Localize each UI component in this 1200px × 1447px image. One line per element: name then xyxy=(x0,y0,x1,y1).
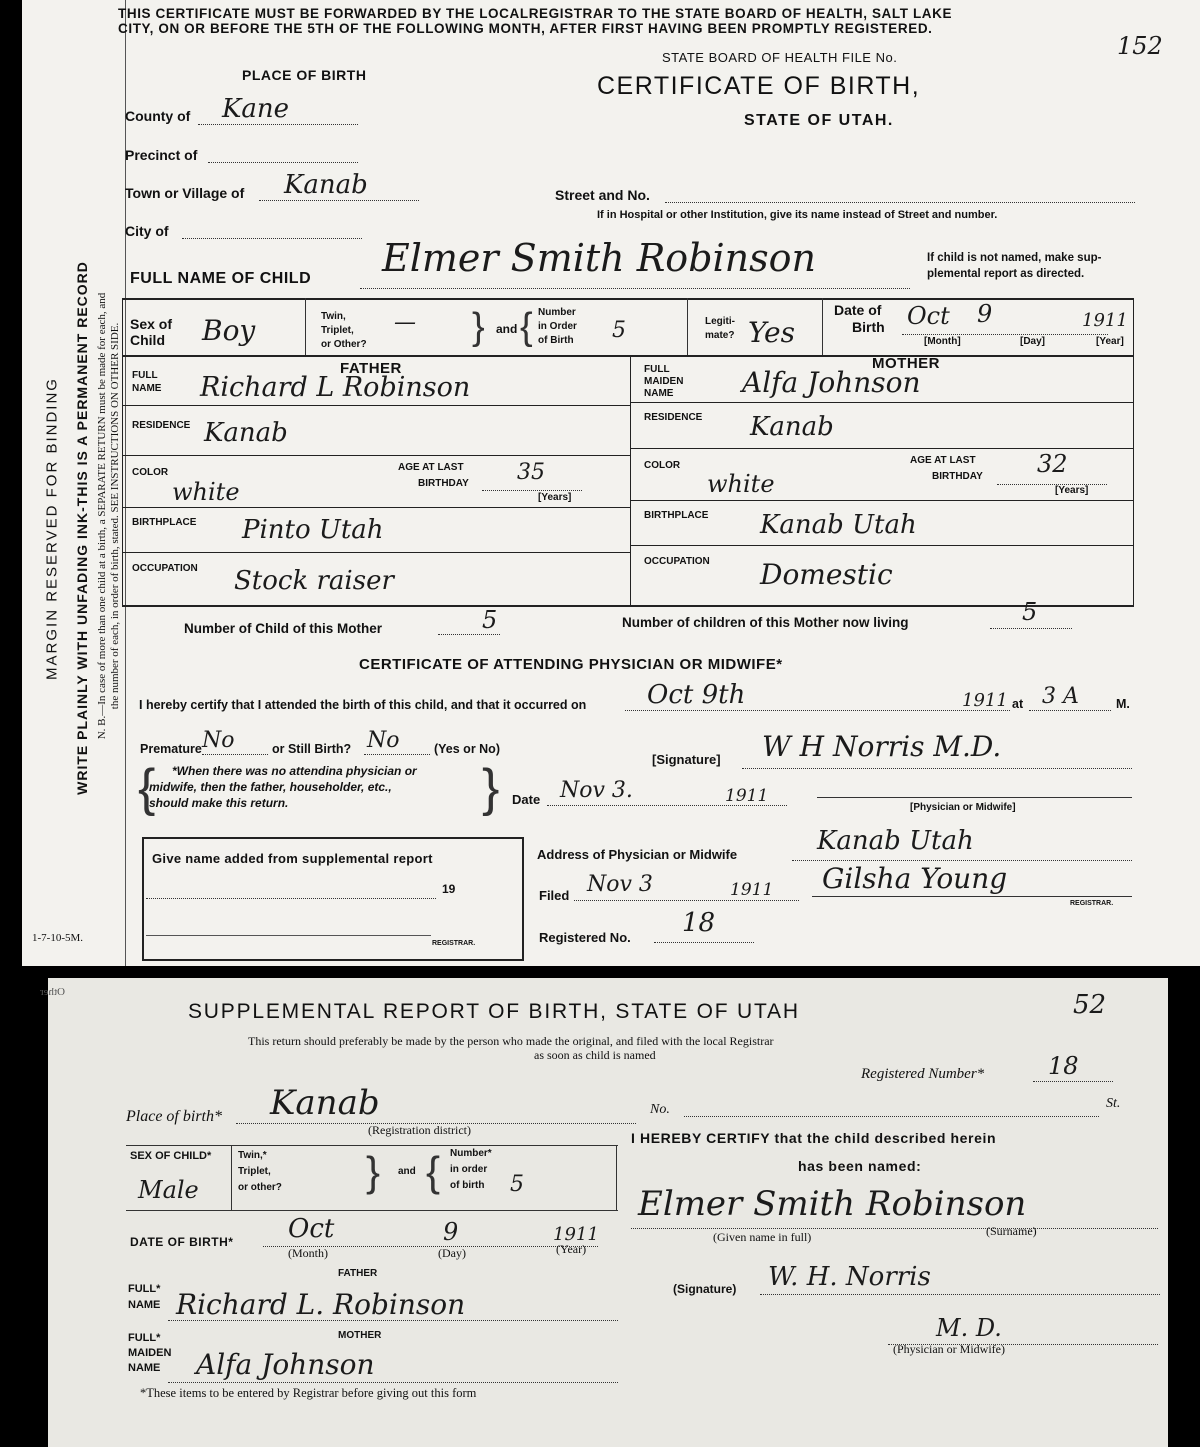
father-occupation-label: OCCUPATION xyxy=(132,563,198,574)
supp-twin-label-2: Triplet, xyxy=(238,1166,271,1177)
header-line-1: THIS CERTIFICATE MUST BE FORWARDED BY THE LOCALREGISTRAR TO THE STATE BOARD OF HEALTH, SALT LAKE xyxy=(118,6,953,21)
father-name-value: Richard L Robinson xyxy=(200,372,471,403)
premature-label: Premature xyxy=(140,742,202,756)
supp-reg-district: (Registration district) xyxy=(368,1123,471,1137)
legit-value: Yes xyxy=(748,316,795,349)
legit-label-1: Legiti- xyxy=(705,316,735,327)
dob-year-value: 1911 xyxy=(1082,310,1128,331)
dob-day-value: 9 xyxy=(977,300,993,328)
supp-year-caption: (Year) xyxy=(556,1242,587,1256)
order-label-2: in Order xyxy=(538,321,577,332)
supp-order-value: 5 xyxy=(510,1172,524,1197)
street-label: Street and No. xyxy=(555,187,650,203)
father-name-label: NAME xyxy=(132,383,162,394)
county-line xyxy=(198,124,358,125)
attending-note-1: *When there was no attendina physician or xyxy=(172,764,417,778)
fullname-label: FULL NAME OF CHILD xyxy=(130,270,312,287)
supp-twin-label-3: or other? xyxy=(238,1182,282,1193)
mother-name-label: NAME xyxy=(644,388,674,399)
date-year-value: 1911 xyxy=(725,786,769,806)
mother-name-value: Alfa Johnson xyxy=(742,366,921,399)
supp-reg-value: 18 xyxy=(1048,1052,1079,1080)
supp-md: M. D. xyxy=(936,1314,1002,1342)
supp-father-name: Richard L. Robinson xyxy=(176,1288,466,1321)
reg-no-value: 18 xyxy=(682,908,716,938)
birth-certificate: MARGIN RESERVED FOR BINDING WRITE PLAINLY WITH UNFADING INK-THIS IS A PERMANENT RECORD N. B.—In case of more than one child at a birth, a SEPARATE RETURN must be made for each, and the number of each, in order of birth, stated. SEE INSTRUCTIONS ON OTHER SIDE. 1-7-10-5M. THIS CERTIFICATE MUST BE FORWARDED BY THE LOCALREGISTRAR TO THE STATE BOARD OF HEALTH, SALT LAKE CITY, ON OR BEFORE THE 5TH OF THE FOLLOWING MONTH, AFTER FIRST HAVING BEEN PROMPTLY REGISTERED. STATE BOARD OF HEALTH FILE No. 152 CERTIFICATE OF BIRTH, STATE OF UTAH. PLACE OF BIRTH County of Kane Precinct of Town or Village of Kanab Street and No. If in Hospital or other Institution, give its name instead of Street and number. City of FULL NAME OF CHILD Elmer Smith Robinson If child is not named, make sup- plemental report as directed. Sex of Child Boy Twin, Triplet, or Other? — } and { Number in Order of Birth 5 Legiti- mate? Yes Date of Birth Oct 9 1911 [Month] [Day] [Year] FATHER MOTHER FULL NAME Richard L Robinson FULL MAIDEN NAME Alfa Johnson RESIDENCE Kanab RESIDENCE Kanab COLOR white AGE AT LAST BIRTHDAY 35 [Years] COLOR white AGE AT LAST BIRTHDAY 32 [Years] BIRTHPLACE Pinto Utah BIRTHPLACE Kanab Utah OCCUPATION Stock raiser OCCUPATION Domestic Number of Child of this Mother 5 Number of children of this Mother now living 5 CERTIFICATE OF ATTENDING PHYSICIAN OR MIDWIFE* I hereby certify that I attended the birth of this child, and that it occurred on Oct 9th 1911 at 3 A M. Premature No or Still Birth? No (Yes or No) [Signature] W H Norris M.D. { *When there was no attendina physician or midwife, then the father, householder, etc., should make this return. } Date Nov 3. 1911 [Physician or Midwife] Give name added from supplemental report 19 REGISTRAR. Address of Physician or Midwife Kanab Utah Filed Nov 3 1911 Gilsha Young REGISTRAR. Registered No. 18 xyxy=(22,0,1200,966)
supp-box-registrar: REGISTRAR. xyxy=(432,940,476,947)
supp-dob-day: 9 xyxy=(443,1218,459,1246)
twin-label-2: Triplet, xyxy=(321,325,354,336)
supp-no-label: No. xyxy=(650,1102,670,1117)
file-no-value: 152 xyxy=(1117,32,1163,60)
supp-sex-value: Male xyxy=(138,1176,199,1204)
yesno-label: (Yes or No) xyxy=(434,742,500,756)
father-birthplace-label: BIRTHPLACE xyxy=(132,517,197,528)
mother-residence-value: Kanab xyxy=(750,412,834,442)
child-number-label: Number of Child of this Mother xyxy=(184,621,382,636)
mother-age-value: 32 xyxy=(1037,450,1068,478)
supp-note-2: as soon as child is named xyxy=(534,1048,656,1062)
month-caption: [Month] xyxy=(924,336,961,347)
attending-note-2: midwife, then the father, householder, etc., xyxy=(149,780,392,794)
place-of-birth-heading: PLACE OF BIRTH xyxy=(242,67,367,83)
town-label: Town or Village of xyxy=(125,185,245,201)
town-line xyxy=(259,200,419,201)
binding-hole xyxy=(0,1364,20,1394)
father-years-caption: [Years] xyxy=(538,492,572,503)
father-residence-value: Kanab xyxy=(204,418,288,448)
father-birthplace-value: Pinto Utah xyxy=(242,515,384,545)
supp-box-19: 19 xyxy=(442,882,456,896)
father-full-label: FULL xyxy=(132,370,158,381)
mother-birthplace-value: Kanab Utah xyxy=(760,510,917,540)
supp-place-value: Kanab xyxy=(270,1083,380,1123)
and-label: and xyxy=(496,322,518,336)
mother-occupation-label: OCCUPATION xyxy=(644,556,710,567)
precinct-label: Precinct of xyxy=(125,147,198,163)
supp-twin-label-1: Twin,* xyxy=(238,1150,267,1161)
twin-label-3: or Other? xyxy=(321,339,367,350)
certify-text: I hereby certify that I attended the birth of this child, and that it occurred on xyxy=(139,698,587,712)
county-label: County of xyxy=(125,108,191,124)
margin-note-1: N. B.—In case of more than one child at a birth, a SEPARATE RETURN must be made for each, and xyxy=(96,292,108,740)
mother-age-label-1: AGE AT LAST xyxy=(910,455,976,466)
mother-years-caption: [Years] xyxy=(1055,485,1089,496)
margin-note-2: the number of each, in order of birth, stated. SEE INSTRUCTIONS ON OTHER SIDE. xyxy=(109,322,121,710)
year-caption: [Year] xyxy=(1096,336,1124,347)
supp-note-1: This return should preferably be made by the person who made the original, and filed with the local Registrar xyxy=(248,1034,774,1048)
occurred-time-value: 3 A xyxy=(1042,684,1079,709)
legit-label-2: mate? xyxy=(705,330,735,341)
child-name-value: Elmer Smith Robinson xyxy=(382,236,816,280)
supp-certify-2: has been named: xyxy=(798,1158,922,1174)
mother-birthplace-label: BIRTHPLACE xyxy=(644,510,709,521)
father-color-value: white xyxy=(172,478,240,506)
supp-st-label: St. xyxy=(1106,1096,1121,1111)
file-no-label: STATE BOARD OF HEALTH FILE No. xyxy=(662,50,898,65)
supp-sex-label: SEX OF CHILD* xyxy=(130,1150,212,1162)
supp-mother-name: Alfa Johnson xyxy=(196,1348,375,1381)
dob-label-1: Date of xyxy=(834,302,882,318)
supp-mother-full-label: FULL* xyxy=(128,1332,161,1344)
order-value: 5 xyxy=(612,318,626,343)
town-value: Kanab xyxy=(284,170,368,200)
order-label-3: of Birth xyxy=(538,335,574,346)
at-label: at xyxy=(1012,697,1024,711)
reg-no-label: Registered No. xyxy=(539,930,631,945)
header-line-2: CITY, ON OR BEFORE THE 5TH OF THE FOLLOWING MONTH, AFTER FIRST HAVING BEEN PROMPTLY REGISTERED. xyxy=(118,21,933,36)
supplemental-report: Other SUPPLEMENTAL REPORT OF BIRTH, STATE OF UTAH 52 This return should preferably be made by the person who made the original, and filed with the local Registrar as soon as child is named Registered Number* 18 Place of birth* Kanab (Registration district) No. St. I HEREBY CERTIFY that the child described herein has been named: SEX OF CHILD* Male Twin,* Triplet, or other? } and { Number* in order of birth 5 DATE OF BIRTH* Oct 9 1911 (Month) (Day) (Year) Elmer Smith Robinson (Given name in full) (Surname) FATHER FULL* NAME Richard L. Robinson MOTHER FULL* MAIDEN NAME Alfa Johnson *These items to be entered by Registrar before giving out this form (Signature) W. H. Norris M. D. (Physician or Midwife) xyxy=(48,978,1168,1447)
mother-header: MOTHER xyxy=(872,355,940,372)
children-living-value: 5 xyxy=(1022,598,1038,626)
dob-label-2: Birth xyxy=(852,319,885,335)
children-living-label: Number of children of this Mother now living xyxy=(622,615,909,630)
father-residence-label: RESIDENCE xyxy=(132,420,191,431)
filed-value: Nov 3 xyxy=(587,872,653,897)
margin-text-binding: MARGIN RESERVED FOR BINDING xyxy=(43,377,61,680)
occurred-date-value: Oct 9th xyxy=(647,680,746,710)
supp-number: 52 xyxy=(1073,990,1107,1020)
supp-dob-label: DATE OF BIRTH* xyxy=(130,1235,234,1249)
father-age-label-2: BIRTHDAY xyxy=(418,478,469,489)
certificate-title: CERTIFICATE OF BIRTH, xyxy=(597,72,921,100)
city-line xyxy=(182,238,362,239)
twin-label-1: Twin, xyxy=(321,311,346,322)
supp-and-label: and xyxy=(398,1166,416,1177)
county-value: Kane xyxy=(222,94,290,124)
supp-mother-maiden-label: MAIDEN xyxy=(128,1347,172,1359)
physician-signature: W H Norris M.D. xyxy=(762,730,1002,763)
supp-certify-1: I HEREBY CERTIFY that the child described herein xyxy=(631,1130,997,1146)
supp-dob-month: Oct xyxy=(288,1214,335,1244)
supp-child-name: Elmer Smith Robinson xyxy=(638,1184,1027,1224)
signature-label: [Signature] xyxy=(652,752,721,767)
address-label: Address of Physician or Midwife xyxy=(537,847,738,862)
physician-header: CERTIFICATE OF ATTENDING PHYSICIAN OR MIDWIFE* xyxy=(359,656,783,673)
supp-title: SUPPLEMENTAL REPORT OF BIRTH, STATE OF UTAH xyxy=(188,1000,800,1023)
sex-label-1: Sex of xyxy=(130,316,173,332)
father-header: FATHER xyxy=(340,360,402,377)
supp-order-label-2: in order xyxy=(450,1164,488,1175)
mother-age-label-2: BIRTHDAY xyxy=(932,471,983,482)
state-title: STATE OF UTAH. xyxy=(744,112,894,129)
form-code: 1-7-10-5M. xyxy=(32,932,84,944)
supp-surname-caption: (Surname) xyxy=(986,1224,1037,1238)
sex-value: Boy xyxy=(202,314,256,347)
father-occupation-value: Stock raiser xyxy=(234,566,394,596)
mother-residence-label: RESIDENCE xyxy=(644,412,703,423)
supp-given-caption: (Given name in full) xyxy=(713,1230,812,1244)
dob-month-value: Oct xyxy=(907,302,950,330)
street-line xyxy=(665,202,1135,203)
supp-mother-name-label: NAME xyxy=(128,1362,161,1374)
father-age-value: 35 xyxy=(517,460,545,485)
registrar-label: REGISTRAR. xyxy=(1070,900,1114,907)
precinct-line xyxy=(208,162,358,163)
supp-box-label: Give name added from supplemental report xyxy=(152,851,433,866)
m-label: M. xyxy=(1116,697,1130,711)
supp-signature-label: (Signature) xyxy=(673,1282,737,1296)
attending-note-3: should make this return. xyxy=(149,796,289,810)
filed-label: Filed xyxy=(539,888,570,903)
unnamed-note-1: If child is not named, make sup- xyxy=(927,252,1102,264)
physician-caption: [Physician or Midwife] xyxy=(910,802,1016,813)
supp-footer: *These items to be entered by Registrar before giving out this form xyxy=(140,1386,477,1400)
day-caption: [Day] xyxy=(1020,336,1046,347)
mother-full-label: FULL xyxy=(644,364,670,375)
supp-mother-header: MOTHER xyxy=(338,1330,382,1341)
date-value: Nov 3. xyxy=(560,778,633,803)
mother-color-label: COLOR xyxy=(644,460,681,471)
stillbirth-label: or Still Birth? xyxy=(272,742,352,756)
supp-physician-caption: (Physician or Midwife) xyxy=(893,1342,1005,1356)
supp-place-label: Place of birth* xyxy=(126,1108,222,1125)
margin-text-ink: WRITE PLAINLY WITH UNFADING INK-THIS IS A PERMANENT RECORD xyxy=(74,261,90,795)
supp-father-full-label: FULL* xyxy=(128,1283,161,1295)
sex-label-2: Child xyxy=(130,332,165,348)
registrar-signature: Gilsha Young xyxy=(822,862,1008,895)
binding-margin-line xyxy=(125,0,126,966)
city-label: City of xyxy=(125,223,169,239)
filed-year-value: 1911 xyxy=(730,880,774,900)
unnamed-note-2: plemental report as directed. xyxy=(927,268,1085,280)
supp-edge-text: Other xyxy=(40,986,66,998)
supp-reg-label: Registered Number* xyxy=(861,1066,985,1082)
occurred-year-value: 1911 xyxy=(962,690,1008,711)
supp-order-label-3: of birth xyxy=(450,1180,485,1191)
supp-dob-year: 1911 xyxy=(553,1224,599,1245)
father-color-label: COLOR xyxy=(132,467,169,478)
hospital-note: If in Hospital or other Institution, give its name instead of Street and number. xyxy=(597,209,998,221)
twin-value: — xyxy=(394,310,416,335)
mother-color-value: white xyxy=(707,470,775,498)
binding-hole xyxy=(0,636,18,680)
father-age-label-1: AGE AT LAST xyxy=(398,462,464,473)
order-label-1: Number xyxy=(538,307,576,318)
date-label: Date xyxy=(512,792,541,807)
stillbirth-value: No xyxy=(367,728,400,753)
mother-maiden-label: MAIDEN xyxy=(644,376,684,387)
address-value: Kanab Utah xyxy=(817,826,974,856)
supp-month-caption: (Month) xyxy=(288,1246,328,1260)
supp-signature: W. H. Norris xyxy=(768,1262,931,1292)
supp-father-name-label: NAME xyxy=(128,1299,161,1311)
fullname-line xyxy=(360,288,910,289)
premature-value: No xyxy=(202,728,235,753)
binding-hole xyxy=(0,160,18,204)
supp-order-label-1: Number* xyxy=(450,1148,492,1159)
mother-occupation-value: Domestic xyxy=(760,558,893,591)
child-number-value: 5 xyxy=(482,606,498,634)
supp-father-header: FATHER xyxy=(338,1268,378,1279)
supp-day-caption: (Day) xyxy=(438,1246,466,1260)
